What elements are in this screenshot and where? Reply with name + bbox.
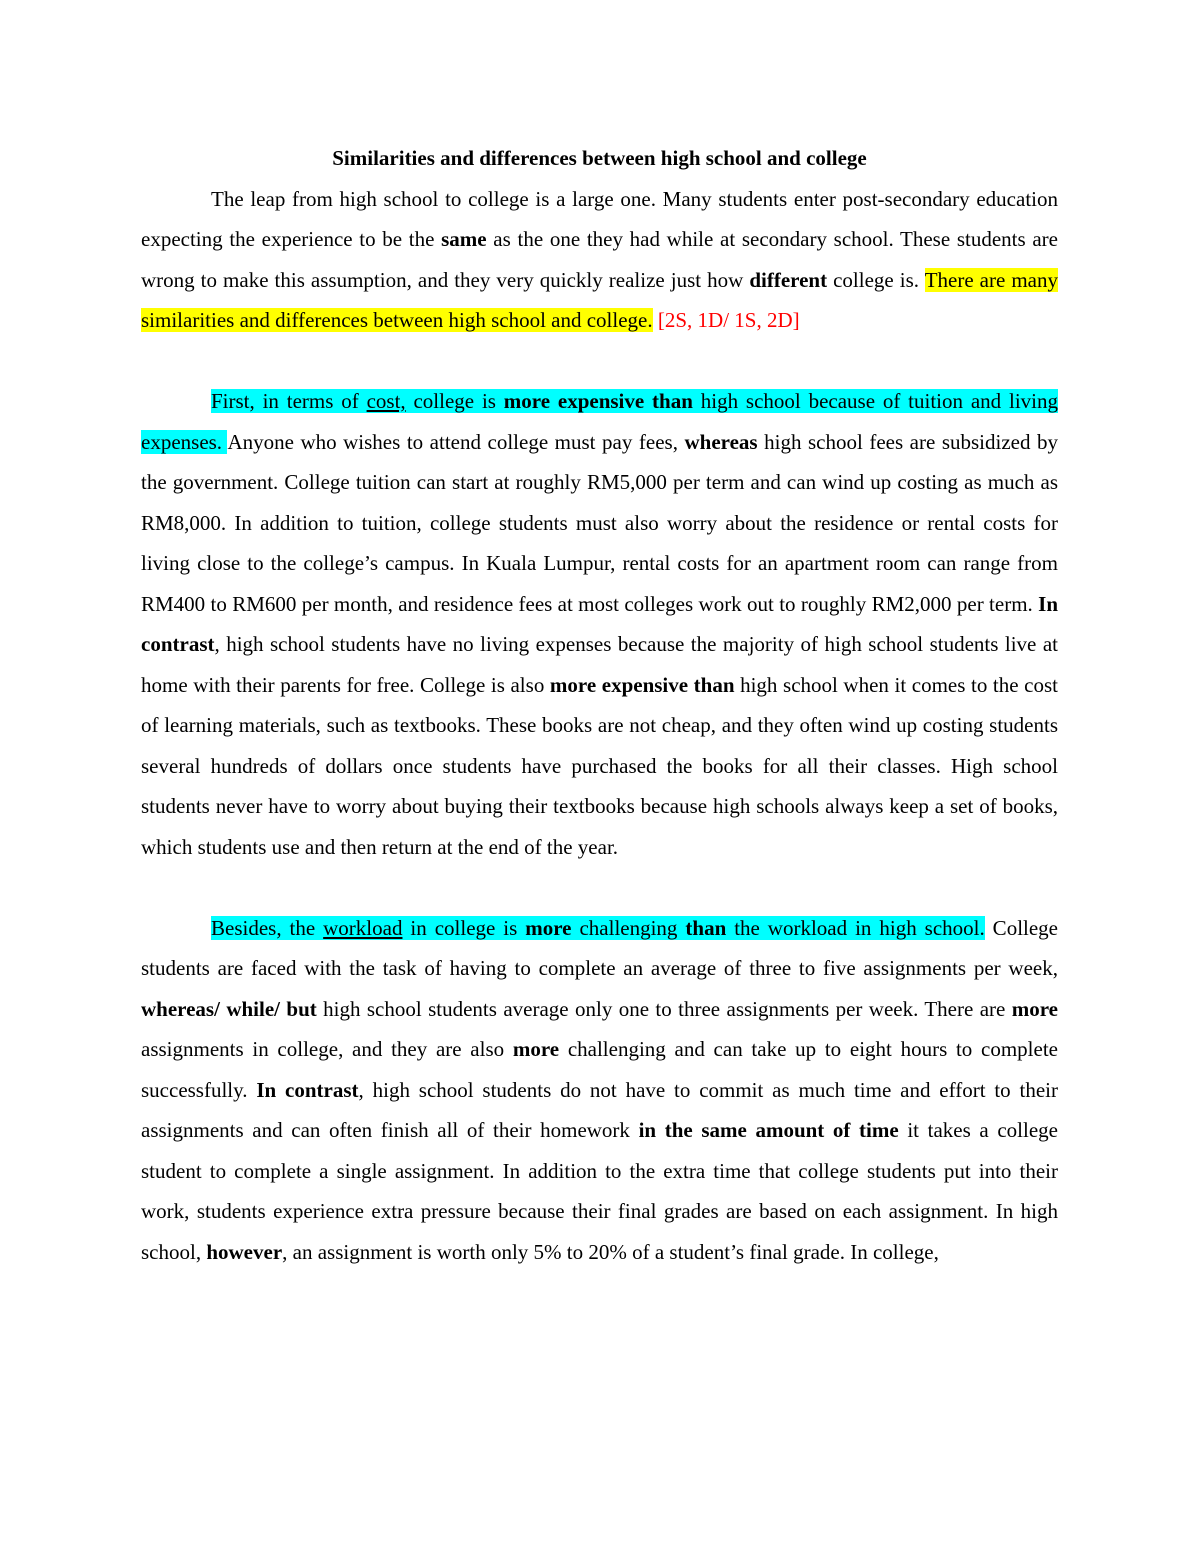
thesis-statement: There are many similarities and differences between high school and college. <box>141 267 1058 332</box>
intro-bold-same: same <box>441 227 487 251</box>
workload-text-4: challenging and can take up to eight hours to complete successfully. <box>141 1037 1058 1102</box>
workload-text-5: , high school students do not have to commit as much time and effort to their assignments and can often finish all of their homework <box>141 1077 1058 1142</box>
cost-text-2: high school fees are subsidized by the government. College tuition can start at roughly RM5,000 per term and can wind up costing as much as RM8,000. In addition to tuition, college students must also worry about the residence or rental costs for living close to the college’s campus. In Kuala Lumpur, rental costs for an apartment room can range from RM400 to RM600 per month, and residence fees at most colleges work out to roughly RM2,000 per term. <box>141 429 1058 616</box>
workload-bold-whereas: whereas/ while/ but <box>141 996 317 1021</box>
workload-text-3: assignments in college, and they are also <box>141 1037 513 1061</box>
workload-bold-more-1: more <box>1011 996 1058 1021</box>
document-title: Similarities and differences between high school and college <box>332 146 867 170</box>
workload-topic-a: Besides, the <box>211 915 324 940</box>
cost-bold-more-expensive: more expensive than <box>549 672 735 697</box>
cost-bold-whereas: whereas <box>684 429 758 454</box>
cost-topic-underline: cost, <box>366 389 406 413</box>
workload-text-6: it takes a college student to complete a single assignment. In addition to the extra time that college students put into their work, students experience extra pressure because their final grades are based on each assignment. In high school, <box>141 1118 1058 1264</box>
workload-topic-bold-than: than <box>685 915 727 940</box>
workload-bold-in-contrast: In contrast <box>256 1077 359 1102</box>
cost-text-4: high school when it comes to the cost of learning materials, such as textbooks. These books are not cheap, and they often wind up costing students several hundreds of dollars once students have purchased the books for all their classes. High school students never have to worry about buying their textbooks because high schools always keep a set of books, which students use and then return at the end of the year. <box>141 672 1058 859</box>
intro-text-2: as the one they had while at secondary school. These students are wrong to make this assumption, and they very quickly realize just how <box>141 227 1058 292</box>
workload-paragraph <box>141 908 1058 1273</box>
workload-bold-however: however <box>206 1239 283 1264</box>
cost-text-3: , high school students have no living expenses because the majority of high school students live at home with their parents for free. College is also <box>141 632 1058 697</box>
paragraph-gap <box>141 341 1058 382</box>
workload-topic-b: in college is <box>402 915 526 940</box>
cost-text-1: Anyone who wishes to attend college must pay fees, <box>227 429 685 454</box>
cost-topic-bold: more expensive than <box>503 389 693 413</box>
intro-text-3: college is. <box>827 267 925 292</box>
cost-bold-in-contrast: In contrast <box>141 591 1058 656</box>
paragraph-gap <box>141 867 1058 908</box>
intro-paragraph <box>141 179 1058 341</box>
cost-topic-a: First, in terms of <box>211 389 367 413</box>
workload-text-1: College students are faced with the task of having to complete an average of three to five assignments per week, <box>141 915 1059 980</box>
cost-topic-c: high school because of tuition and living expenses. <box>141 389 1059 454</box>
cost-paragraph <box>141 381 1058 867</box>
intro-bold-different: different <box>749 267 828 292</box>
document-page <box>141 138 1058 1272</box>
intro-text-1: The leap from high school to college is a large one. Many students enter post-secondary education expecting the experience to be the <box>141 186 1058 251</box>
workload-topic-bold-more: more <box>525 915 572 940</box>
workload-topic-sentence <box>211 916 985 940</box>
annotation-note: [2S, 1D/ 1S, 2D] <box>657 308 800 332</box>
workload-topic-d: the workload in high school. <box>726 915 985 940</box>
workload-topic-c: challenging <box>571 915 686 940</box>
workload-bold-same-time: in the same amount of time <box>638 1118 899 1142</box>
workload-text-2: high school students average only one to three assignments per week. There are <box>316 996 1012 1021</box>
workload-bold-more-2: more <box>512 1037 560 1061</box>
workload-text-7: , an assignment is worth only 5% to 20% of a student’s final grade. In college, <box>282 1239 939 1264</box>
workload-topic-underline: workload <box>323 915 403 940</box>
cost-topic-b: college is <box>405 389 504 413</box>
